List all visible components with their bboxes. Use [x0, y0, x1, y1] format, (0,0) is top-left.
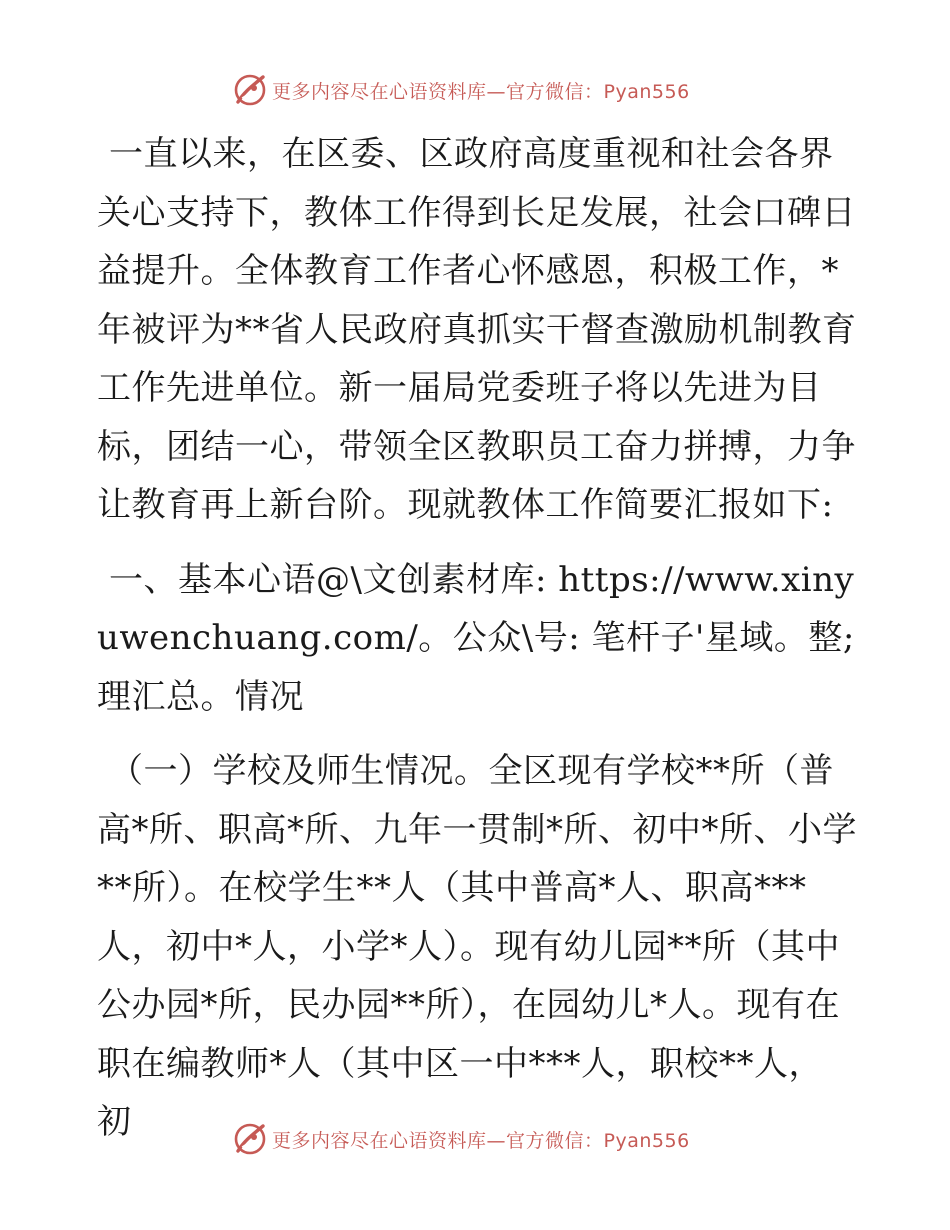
footer-banner-text: 更多内容尽在心语资料库—官方微信：Pyan556 — [272, 1129, 690, 1152]
brush-seal-icon — [232, 1121, 268, 1157]
brush-seal-icon — [232, 72, 268, 108]
section-heading: 一、基本心语@\文创素材库: https://www.xinyuwenchuang.com/。公众\号: 笔杆子'星域。整;理汇总。情况 — [97, 559, 855, 717]
header-banner — [232, 70, 690, 110]
footer-banner — [232, 1119, 690, 1159]
subsection-paragraph: （一）学校及师生情况。全区现有学校**所（普高*所、职高*所、九年一贯制*所、初中*所、小学**所）。在校学生**人（其中普高*人、职高***人，初中*人，小学*人）。现有幼儿园**所（其中公办园*所，民办园**所），在园幼儿*人。现有在职在编教师*人（其中区一中***人，职校**人，初 — [97, 751, 857, 1142]
intro-paragraph: 一直以来，在区委、区政府高度重视和社会各界关心支持下，教体工作得到长足发展，社会口碑日益提升。全体教育工作者心怀感恩，积极工作，*年被评为**省人民政府真抓实干督查激励机制教育工作先进单位。新一届局党委班子将以先进为目标，团结一心，带领全区教职员工奋力拼搏，力争让教育再上新台阶。现就教体工作简要汇报如下: — [97, 134, 857, 525]
document-body — [97, 125, 857, 1152]
header-banner-text: 更多内容尽在心语资料库—官方微信：Pyan556 — [272, 80, 690, 103]
